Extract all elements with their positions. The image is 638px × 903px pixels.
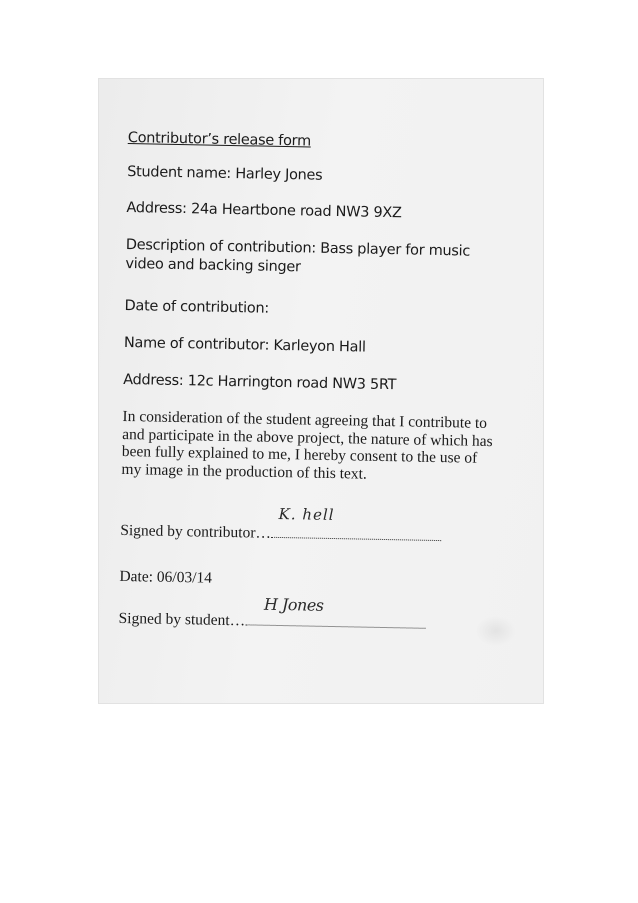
contributor-signature: K. hell [278, 504, 335, 525]
signed-by-student-label: Signed by student… [118, 609, 246, 630]
form-content [118, 130, 528, 630]
contribution-description: Description of contribution: Bass player for music video and backing singer [125, 236, 471, 276]
student-signature-line [245, 622, 425, 628]
form-title: Contributor’s release form [127, 130, 312, 150]
paper-smudge [476, 616, 516, 646]
signed-by-contributor-row [120, 522, 441, 546]
student-name: Student name: Harley Jones [127, 163, 323, 184]
contributor-signature-line [271, 535, 441, 541]
date-signed: Date: 06/03/14 [119, 567, 213, 587]
contributor-name: Name of contributor: Karleyon Hall [123, 334, 366, 356]
release-form-sheet [98, 78, 544, 704]
consent-paragraph: In consideration of the student agreeing that I contribute to and participate in the above project, the nature of which has been fully explained to me, I hereby consent to the use of my image in the production of this text. [121, 407, 493, 483]
date-of-contribution: Date of contribution: [124, 297, 270, 317]
signed-by-contributor-label: Signed by contributor… [120, 521, 272, 542]
student-signature: H Jones [263, 594, 324, 615]
student-address: Address: 24a Heartbone road NW3 9XZ [126, 199, 402, 222]
contributor-address: Address: 12c Harrington road NW3 5RT [123, 371, 397, 394]
